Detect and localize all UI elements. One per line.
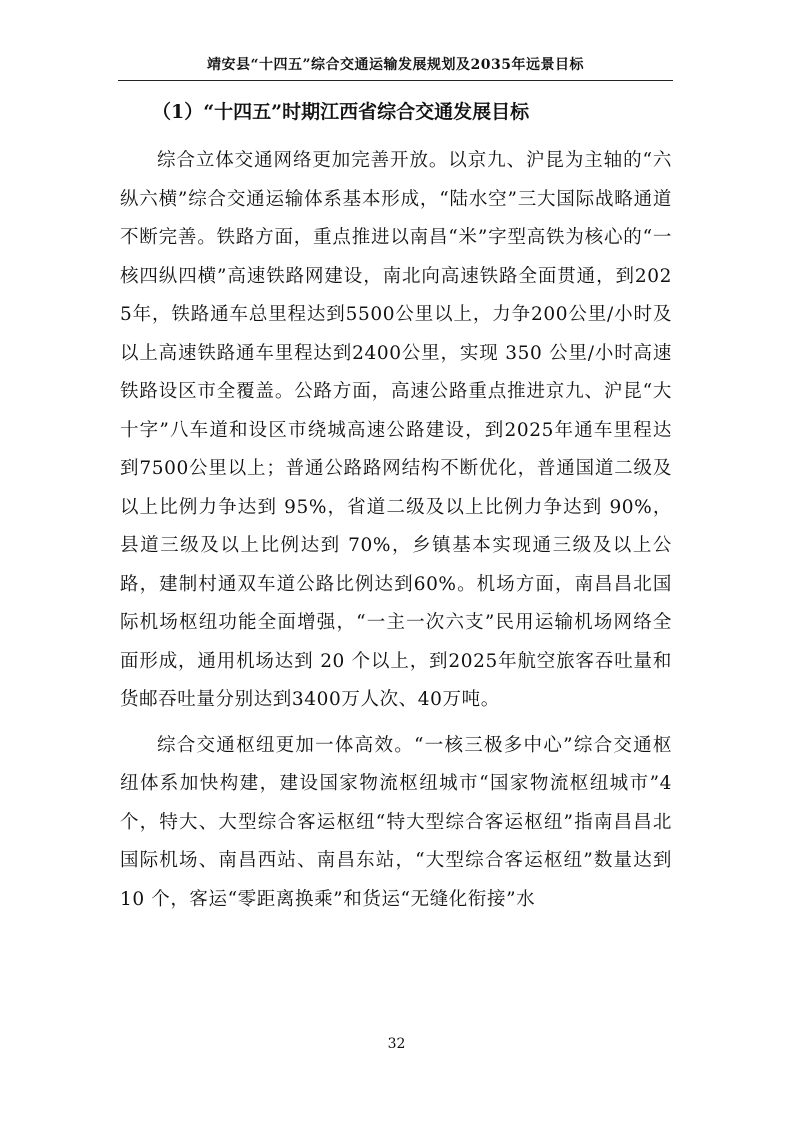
paragraph-network: 综合立体交通网络更加完善开放。以京九、沪昆为主轴的“六纵六横”综合交通运输体系基本形成，“陆水空”三大国际战略通道不断完善。铁路方面，重点推进以南昌“米”字型高铁为核心的“一核四纵四横”高速铁路网建设，南北向高速铁路全面贯通，到2025年，铁路通车总里程达到5500公里以上，力争200公里/小时及以上高速铁路通车里程达到2400公里，实现 350 公里/小时高速铁路设区市全覆盖。公路方面，高速公路重点推进京九、沪昆“大十字”八车道和设区市绕城高速公路建设，到2025年通车里程达到7500公里以上；普通公路路网结构不断优化，普通国道二级及以上比例力争达到 95%，省道二级及以上比例力争达到 90%，县道三级及以上比例达到 70%，乡镇基本实现通三级及以上公路，建制村通双车道公路比例达到60%。机场方面，南昌昌北国际机场枢纽功能全面增强，“一主一次六支”民用运输机场网络全面形成，通用机场达到 20 个以上，到2025年航空旅客吞吐量和货邮吞吐量分别达到3400万人次、40万吨。 xyxy=(120,150,672,710)
running-header-title: 靖安县“十四五”综合交通运输发展规划及2035年远景目标 xyxy=(206,57,585,73)
paragraph-hub: 综合交通枢纽更加一体高效。“一核三极多中心”综合交通枢纽体系加快构建，建设国家物流枢纽城市“国家物流枢纽城市”4个，特大、大型综合客运枢纽“特大型综合客运枢纽”指南昌昌北国际机场、南昌西站、南昌东站，“大型综合客运枢纽”数量达到 10 个，客运“零距离换乘”和货运“无缝化衔接”水 xyxy=(120,734,672,910)
document-body xyxy=(120,98,672,919)
running-header xyxy=(118,54,673,81)
section-title: （1）“十四五”时期江西省综合交通发展目标 xyxy=(152,101,530,123)
page-number: 32 xyxy=(387,1036,406,1052)
